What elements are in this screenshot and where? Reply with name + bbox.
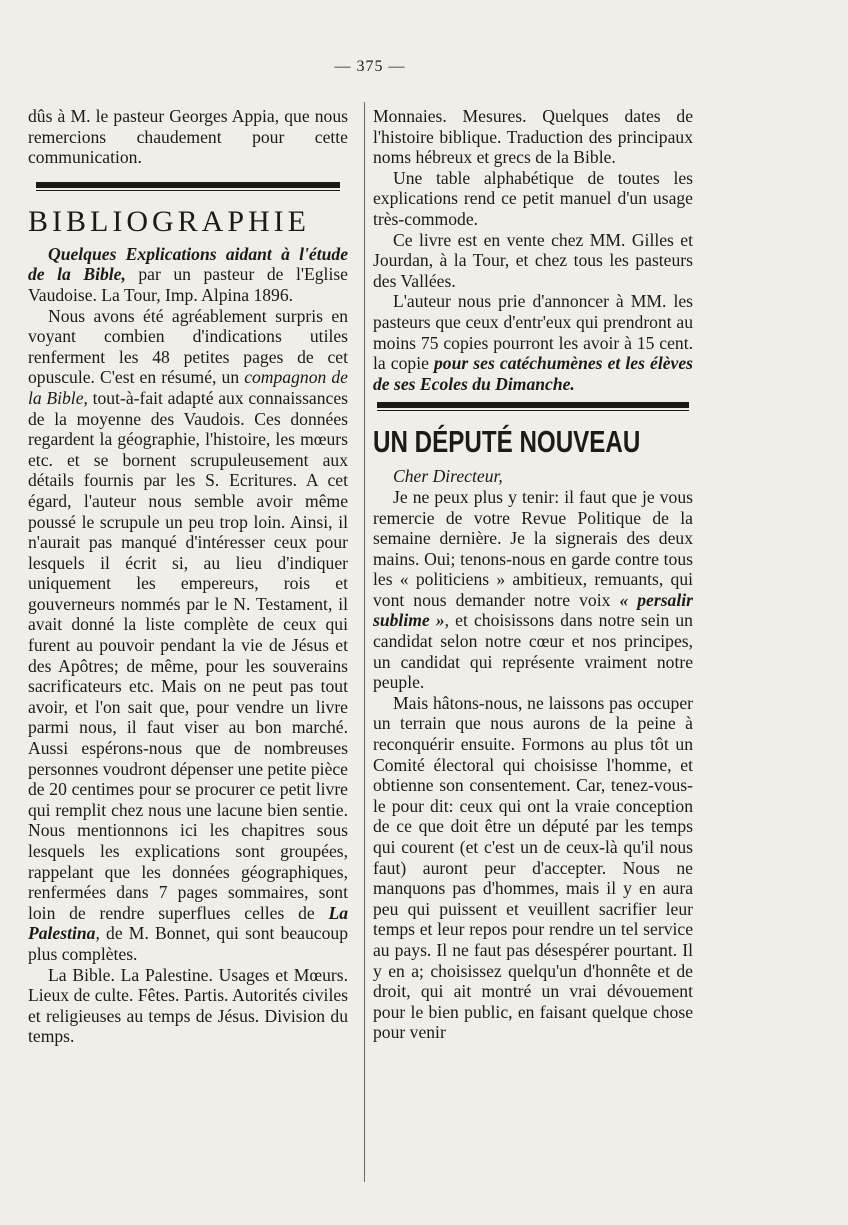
page-number: — 375 — <box>334 58 406 75</box>
letter-paragraph-2: Mais hâtons-nous, ne laissons pas occuper un terrain que nous aurons de la peine à reconquérir ensuite. Formons au plus tôt un Comité électoral qui choisisse l'homme, et obtienne son consentement. Car, tenez-vous-le pour dit: ceux qui ont la vraie conception de ce que doit être un député par les temps qui courent (et c'est un de ceux-là qu'il nous faut) auront peur d'accepter. Nous ne manquons pas d'hommes, mais il y en aura peu qui puissent et veuillent sacrifier leur temps et leur repos pour rendre un tel service au pays. Il ne faut pas désespérer pourtant. Il y en a; choisissez quelqu'un d'honnête et de droit, qui ait montré un vrai dévouement pour le bien public, en faisant quelque chose pour venir <box>373 692 693 1043</box>
letter-emphasis: « persalir sublime » <box>373 589 693 631</box>
letter-text-a: Je ne peux plus y tenir: il faut que je vous remercie de votre Revue Politique de la semaine dernière. Je la signerais des deux mains. Oui; tenons-nous en garde contre tous les « politiciens » ambitieux, remuants, qui vont nous demander notre voix <box>373 486 693 610</box>
left-column <box>28 106 348 1047</box>
review-text-a: Nous avons été agréablement surpris en voyant combien d'indications utiles renferment les 48 petites pages de cet opuscule. C'est en résumé, un <box>28 305 348 388</box>
author-note-text: L'auteur nous prie d'annoncer à MM. les pasteurs que ceux d'entr'eux qui prendront au moins 75 copies pourront les avoir à 15 cent. la copie <box>373 291 693 374</box>
section-separator-right <box>377 402 689 408</box>
review-paragraph <box>28 306 348 965</box>
intro-paragraph: dûs à M. le pasteur Georges Appia, que nous remercions chaudement pour cette communication. <box>28 106 348 168</box>
section-separator <box>36 182 340 188</box>
chapter-list-continued: Monnaies. Mesures. Quelques dates de l'histoire biblique. Traduction des principaux noms hébreux et grecs de la Bible. <box>373 106 693 168</box>
salutation-text: Cher Directeur, <box>393 466 503 487</box>
sale-paragraph: Ce livre est en vente chez MM. Gilles et Jourdan, à la Tour, et chez tous les pasteurs des Vallées. <box>373 229 693 291</box>
column-rule <box>364 102 365 1182</box>
chapter-list-paragraph: La Bible. La Palestine. Usages et Mœurs. Lieux de culte. Fêtes. Partis. Autorités civiles et religieuses au temps de Jésus. Division du temps. <box>28 964 348 1047</box>
book-publication: par un pasteur de l'Eglise Vaudoise. La Tour, Imp. Alpina 1896. <box>28 264 348 305</box>
bibliography-heading: BIBLIOGRAPHIE <box>28 204 310 238</box>
review-text-c: , de M. Bonnet, qui sont beaucoup plus complètes. <box>28 923 348 964</box>
author-note-emphasis: pour ses catéchumènes et les élèves de ses Ecoles du Dimanche. <box>373 353 693 394</box>
letter-paragraph-1 <box>373 487 693 693</box>
book-reference <box>28 244 348 306</box>
right-column <box>373 106 693 1043</box>
letter-text-b: , et choisissons dans notre sein un candidat selon notre cœur et nos principes, un candidat qui représente vraiment notre peuple. <box>373 610 693 693</box>
author-note-paragraph <box>373 291 693 394</box>
depute-heading: UN DÉPUTÉ NOUVEAU <box>373 424 641 460</box>
review-text-b: , tout-à-fait adapté aux connaissances de la moyenne des Vaudois. Ces données regardent la géographie, l'histoire, les mœurs etc. et se bornent scrupuleusement aux détails fournis par les S. Ecritures. A cet égard, l'auteur nous semble avoir même poussé le scrupule un peu trop loin. Ainsi, il n'aurait pas manqué d'intéresser ceux pour lesquels il écrit si, au lieu d'indiquer uniquement les empereurs, rois et gouverneurs nommés par le N. Testament, il avait donné la liste complète de ceux qui furent au pouvoir pendant la vie de Jésus et des Apôtres; de même, pour les souverains sacrificateurs etc. Mais on ne peut pas tout avoir, et l'on sait que, pour vendre un livre parmi nous, il faut viser au bon marché. Aussi espérons-nous que de nombreuses personnes voudront dépenser une petite pièce de 20 centimes pour se procurer ce petit livre qui remplit chez nous une lacune bien sentie. Nous mentionnons ici les chapitres sous lesquels les explications sont groupées, rappelant que les données géographiques, renfermées dans 7 pages sommaires, sont loin de rendre superflues celles de <box>28 387 348 923</box>
book-title: Quelques Explications aidant à l'étude de la Bible, <box>28 243 348 285</box>
salutation <box>373 466 693 487</box>
review-emphasis: compagnon de la Bible <box>28 367 348 408</box>
index-paragraph: Une table alphabétique de toutes les explications rend ce petit manuel d'un usage très-commode. <box>373 167 693 229</box>
palestina-title: La Palestina <box>28 902 348 944</box>
